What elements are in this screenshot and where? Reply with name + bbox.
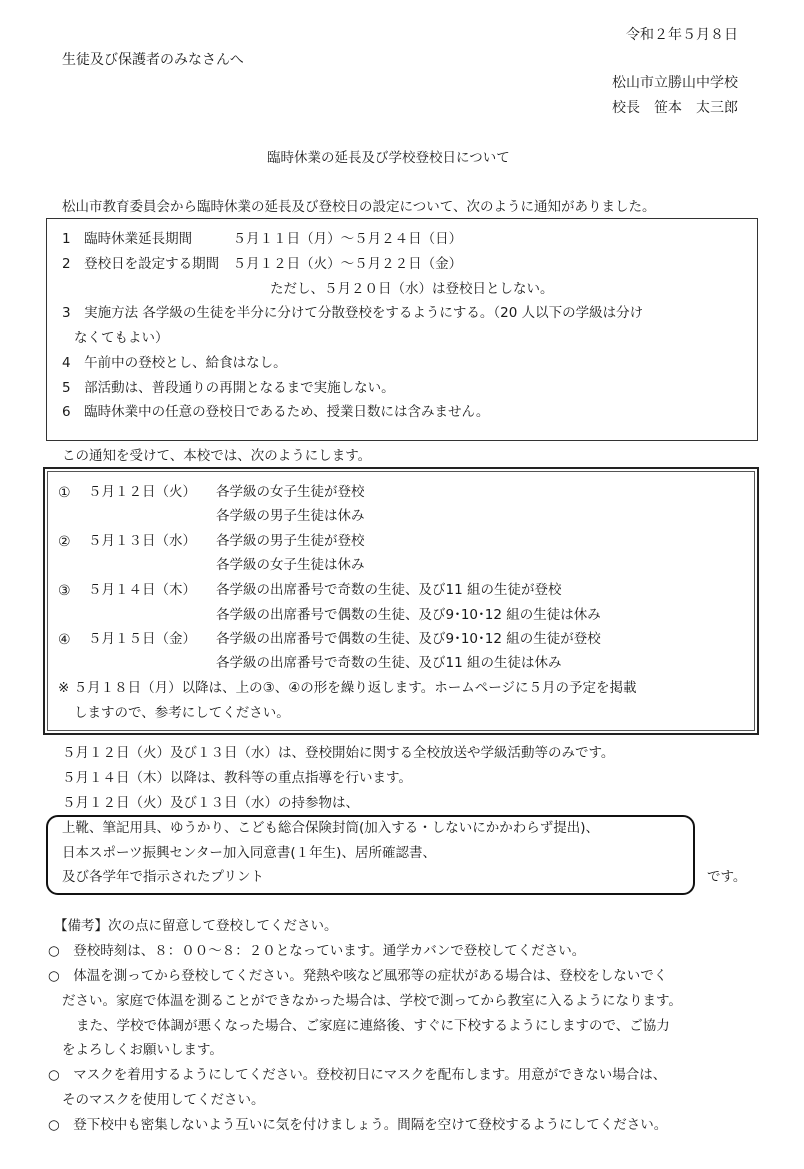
remarks-line: また、学校で体調が悪くなった場合、ご家庭に連絡後、すぐに下校するようにしますので、ご協力 (76, 1018, 670, 1034)
schedule-line: 各学級の女子生徒は休み (216, 557, 365, 573)
intro-text: 松山市教育委員会から臨時休業の延長及び登校日の設定について、次のように通知がありました。 (62, 199, 656, 215)
school-response-intro: この通知を受けて、本校では、次のようにします。 (62, 448, 372, 464)
remarks-line: ○ マスクを着用するようにしてください。登校初日にマスクを配布します。用意ができない場合は、 (48, 1067, 667, 1083)
notice-item: なくてもよい） (74, 330, 169, 346)
schedule-date: ５月１２日（火） (88, 484, 196, 500)
remarks-line: ○ 登下校中も密集しないよう互いに気を付けましょう。間隔を空けて登校するようにしてください。 (48, 1117, 668, 1133)
schedule-line: 各学級の出席番号で奇数の生徒、及び11 組の生徒は休み (216, 655, 562, 671)
remarks-line: ○ 登校時刻は、８：００～８：２０となっています。通学カバンで登校してください。 (48, 943, 586, 959)
remarks-line: そのマスクを使用してください。 (62, 1092, 265, 1108)
notice-item: 5 部活動は、普段通りの再開となるまで実施しない。 (62, 380, 395, 396)
schedule-mark: ④ (58, 632, 71, 648)
schedule-note: しますので、参考にしてください。 (74, 705, 290, 721)
items-line: 上靴、筆記用具、ゆうかり、こども総合保険封筒(加入する・しないにかかわらず提出)、 (62, 820, 600, 836)
notice-item: 3 実施方法 各学級の生徒を半分に分けて分散登校をするようにする。（20 人以下の学級は分け (62, 305, 644, 321)
remarks-heading: 【備考】次の点に留意して登校してください。 (54, 918, 338, 934)
guidance-line: ５月１４日（木）以降は、教科等の重点指導を行います。 (62, 770, 412, 786)
schedule-date: ５月１５日（金） (88, 631, 196, 647)
addressee: 生徒及び保護者のみなさんへ (62, 52, 244, 68)
notice-item: 6 臨時休業中の任意の登校日であるため、授業日数には含みません。 (62, 404, 490, 420)
remarks-line: をよろしくお願いします。 (62, 1042, 223, 1058)
schedule-note: ※ ５月１８日（月）以降は、上の③、④の形を繰り返します。ホームページに５月の予定を掲載 (58, 680, 637, 696)
items-line: 及び各学年で指示されたプリント (62, 869, 264, 885)
schedule-line: 各学級の男子生徒は休み (216, 508, 365, 524)
notice-item: 2 登校日を設定する期間 ５月１２日（火）～５月２２日（金） (62, 256, 463, 272)
schedule-date: ５月１３日（水） (88, 533, 196, 549)
document-date: 令和２年５月８日 (626, 27, 738, 43)
schedule-line: 各学級の出席番号で偶数の生徒、及び9･10･12 組の生徒が登校 (216, 631, 601, 647)
schedule-mark: ③ (58, 583, 71, 599)
document-title: 臨時休業の延長及び学校登校日について (267, 150, 510, 166)
schedule-line: 各学級の出席番号で奇数の生徒、及び11 組の生徒が登校 (216, 582, 562, 598)
notice-item: 4 午前中の登校とし、給食はなし。 (62, 355, 287, 371)
items-suffix: です。 (707, 869, 747, 885)
schedule-line: 各学級の出席番号で偶数の生徒、及び9･10･12 組の生徒は休み (216, 607, 601, 623)
items-line: 日本スポーツ振興センター加入同意書(１年生)、居所確認書、 (62, 845, 436, 861)
school-name: 松山市立勝山中学校 (612, 75, 738, 91)
schedule-line: 各学級の女子生徒が登校 (216, 484, 365, 500)
notice-item: 1 臨時休業延長期間 ５月１１日（月）～５月２４日（日） (62, 231, 463, 247)
schedule-line: 各学級の男子生徒が登校 (216, 533, 365, 549)
principal-name: 校長 笹本 太三郎 (612, 100, 738, 116)
schedule-date: ５月１４日（木） (88, 582, 196, 598)
notice-item: ただし、５月２０日（水）は登校日としない。 (270, 281, 554, 297)
schedule-mark: ① (58, 485, 71, 501)
guidance-line: ５月１２日（火）及び１３日（水）の持参物は、 (62, 795, 359, 811)
schedule-mark: ② (58, 534, 71, 550)
remarks-line: ○ 体温を測ってから登校してください。発熱や咳など風邪等の症状がある場合は、登校をしないでく (48, 968, 668, 984)
remarks-line: ださい。家庭で体温を測ることができなかった場合は、学校で測ってから教室に入るようになります。 (62, 993, 682, 1009)
guidance-line: ５月１２日（火）及び１３日（水）は、登校開始に関する全校放送や学級活動等のみです。 (62, 745, 615, 761)
